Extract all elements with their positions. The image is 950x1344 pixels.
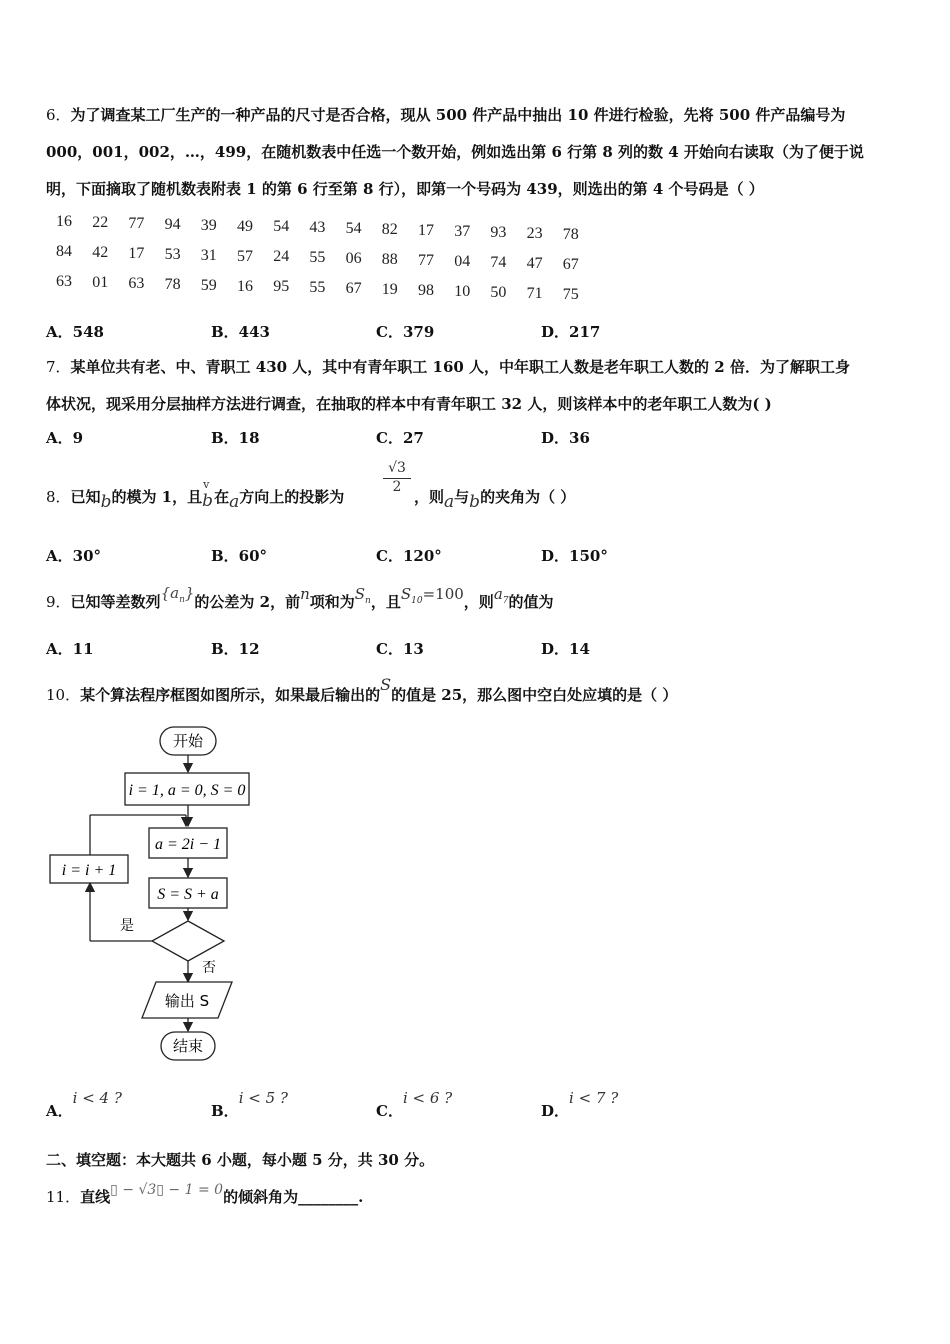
q8-option-a: A．30° [46, 547, 102, 565]
q9-option-d: D．14 [541, 640, 590, 658]
table-cell: 77 [418, 252, 434, 269]
line-equation: ▯ − √3▯ − 1 = 0 [110, 1182, 224, 1198]
q8-option-c: C．120° [376, 547, 442, 565]
flowchart [40, 720, 300, 1070]
q8-line-tail: ，则a与b的夹角为（ ） [414, 488, 576, 512]
table-cell: 24 [273, 248, 290, 266]
table-cell: 54 [273, 218, 290, 236]
table-cell: 16 [56, 213, 72, 230]
flow-start-label: 开始 [172, 732, 204, 750]
table-cell: 53 [164, 245, 181, 263]
flow-incr-label: i = i + 1 [61, 862, 117, 879]
flow-step-a-label: a = 2i − 1 [154, 836, 222, 853]
q6-option-b: B．443 [211, 323, 270, 341]
table-cell: 59 [200, 276, 217, 294]
table-cell: 17 [418, 222, 434, 239]
q6-line3: 明，下面摘取了随机数表附表 1 的第 6 行至第 8 行），即第一个号码为 439，则选出的第 4 个号码是（ ） [46, 180, 764, 198]
table-cell: 54 [345, 220, 362, 238]
sequence-an: $\{a_n\}$ [160, 584, 195, 605]
table-cell: 17 [128, 244, 145, 262]
fraction-sqrt3-over-2: √3 2 [383, 460, 411, 495]
q7-option-c: C．27 [376, 429, 424, 447]
table-cell: 71 [526, 284, 543, 302]
table-cell: 04 [454, 252, 471, 270]
vector-b-arrow: v b [202, 478, 214, 511]
q6-line1: 6．为了调查某工厂生产的一种产品的尺寸是否合格，现从 500 件产品中抽出 10 件进行检验，先将 500 件产品编号为 [46, 106, 846, 124]
table-cell: 75 [562, 285, 579, 303]
table-cell: 67 [562, 255, 579, 273]
table-cell: 37 [454, 222, 471, 240]
q7-line1: 7．某单位共有老、中、青职工 430 人，其中有青年职工 160 人，中年职工人数是老年职工人数的 2 倍．为了解职工身 [46, 358, 850, 376]
flow-step-s-label: S = S + a [157, 886, 219, 903]
q6-number: 6． [46, 106, 71, 124]
table-cell: 67 [345, 280, 362, 298]
table-cell: 22 [92, 213, 109, 231]
section-2-heading: 二、填空题：本大题共 6 小题，每小题 5 分，共 30 分。 [46, 1151, 435, 1169]
table-cell: 23 [526, 224, 543, 242]
table-cell: 50 [490, 283, 507, 301]
q10-option-b: B．i < 5 ? [211, 1089, 288, 1120]
table-cell: 94 [164, 215, 181, 233]
q10-option-c: C．i < 6 ? [376, 1089, 453, 1120]
q10-line: 10．某个算法程序框图如图所示，如果最后输出的S的值是 25，那么图中空白处应填的是（ ） [46, 675, 678, 704]
table-cell: 77 [128, 214, 145, 232]
table-cell: 78 [164, 275, 181, 293]
q9-option-a: A．11 [46, 640, 94, 658]
q6-option-a: A．548 [46, 323, 104, 341]
s10-equation: $S_{10}=100$ [400, 585, 464, 606]
q6-option-c: C．379 [376, 323, 435, 341]
table-cell: 06 [345, 250, 362, 268]
q8-option-b: B．60° [211, 547, 268, 565]
q9-option-b: B．12 [211, 640, 260, 658]
flow-init-label: i = 1, a = 0, S = 0 [128, 782, 246, 799]
flow-yes-label: 是 [120, 918, 134, 934]
flow-end-label: 结束 [172, 1037, 204, 1055]
q6-option-d: D．217 [541, 323, 601, 341]
q7-option-a: A．9 [46, 429, 84, 447]
table-cell: 16 [237, 277, 253, 295]
q11-line: 11．直线▯ − √3▯ − 1 = 0的倾斜角为________. [46, 1182, 364, 1206]
table-cell: 95 [273, 278, 290, 296]
flow-no-label: 否 [202, 960, 216, 976]
q9-line: 9．已知等差数列$\{a_n\}$的公差为 2，前n项和为$S_n$，且$S_{10}=100$，则$a_7$的值为 [46, 584, 554, 611]
flow-condition-diamond [152, 921, 224, 961]
q8-line: 8．已知b的模为 1，且 v b在a方向上的投影为 [46, 478, 345, 512]
table-cell: 47 [526, 254, 543, 272]
table-cell: 42 [92, 243, 109, 261]
flow-output-label: 输出 S [164, 992, 210, 1010]
table-cell: 01 [92, 273, 109, 291]
table-cell: 82 [381, 221, 398, 239]
q7-line2: 体状况，现采用分层抽样方法进行调查，在抽取的样本中有青年职工 32 人，则该样本中的老年职工人数为( ) [46, 395, 772, 413]
table-cell: 93 [490, 223, 507, 241]
q7-option-d: D．36 [541, 429, 590, 447]
table-cell: 57 [237, 247, 253, 265]
table-cell: 63 [56, 273, 72, 290]
table-cell: 84 [56, 243, 72, 260]
table-cell: 19 [381, 281, 398, 299]
q7-number: 7． [46, 358, 71, 376]
table-cell: 98 [418, 282, 434, 299]
table-cell: 78 [562, 225, 579, 243]
table-cell: 55 [309, 279, 326, 297]
table-cell: 39 [200, 216, 217, 234]
table-cell: 55 [309, 249, 326, 267]
table-cell: 49 [237, 217, 253, 235]
q10-option-a: A．i < 4 ? [46, 1089, 122, 1120]
q8-option-d: D．150° [541, 547, 608, 565]
q9-option-c: C．13 [376, 640, 424, 658]
q10-option-d: D．i < 7 ? [541, 1089, 619, 1120]
table-cell: 74 [490, 253, 507, 271]
table-cell: 31 [200, 246, 217, 264]
table-cell: 88 [381, 251, 398, 269]
vector-a: a [229, 492, 240, 512]
q6-line2: 000，001，002，…，499，在随机数表中任选一个数开始，例如选出第 6 行第 8 列的数 4 开始向右读取（为了便于说 [46, 143, 864, 161]
random-number-table [56, 213, 596, 309]
table-cell: 43 [309, 219, 326, 237]
table-cell: 63 [128, 274, 145, 292]
vector-b: b [100, 492, 112, 512]
table-cell: 10 [454, 282, 471, 300]
q7-option-b: B．18 [211, 429, 260, 447]
